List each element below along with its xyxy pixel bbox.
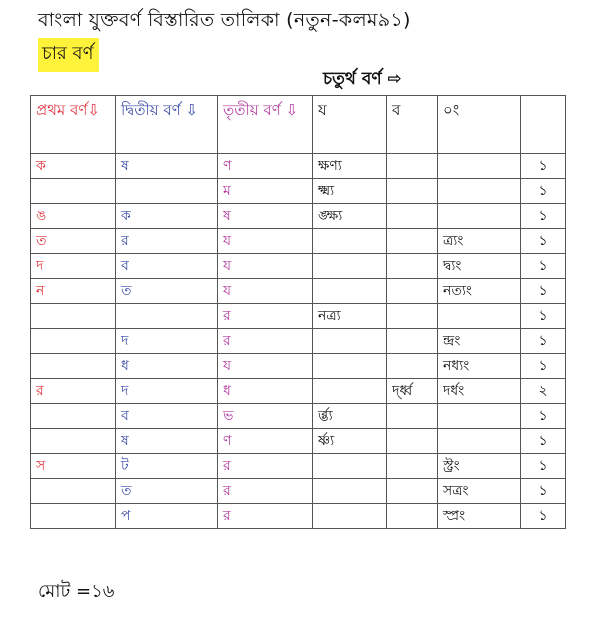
table-row bbox=[31, 304, 566, 329]
ba-cell bbox=[387, 454, 438, 479]
count-cell: ১ bbox=[521, 479, 566, 504]
anusvara-cell: স্ট্রং bbox=[438, 454, 521, 479]
ba-cell bbox=[387, 279, 438, 304]
second-varna-cell: ষ bbox=[116, 154, 218, 179]
table-row bbox=[31, 429, 566, 454]
ba-cell bbox=[387, 254, 438, 279]
third-varna-cell: য bbox=[218, 254, 313, 279]
ya-cell: ঙ্ক্ষ্য bbox=[313, 204, 387, 229]
table-row bbox=[31, 179, 566, 204]
table-row bbox=[31, 379, 566, 404]
anusvara-cell bbox=[438, 154, 521, 179]
table-row bbox=[31, 329, 566, 354]
ya-cell: র্ষ্ণ্য bbox=[313, 429, 387, 454]
count-cell: ১ bbox=[521, 204, 566, 229]
second-varna-cell: দ bbox=[116, 379, 218, 404]
header-anusvara: ০ং bbox=[438, 96, 521, 154]
total-count: মোট =১৬ bbox=[38, 581, 115, 602]
ya-cell bbox=[313, 454, 387, 479]
count-cell: ২ bbox=[521, 379, 566, 404]
first-varna-cell bbox=[31, 179, 116, 204]
conjunct-table bbox=[30, 95, 566, 529]
ba-cell bbox=[387, 229, 438, 254]
ba-cell bbox=[387, 204, 438, 229]
ya-cell bbox=[313, 279, 387, 304]
first-varna-cell: ত bbox=[31, 229, 116, 254]
first-varna-cell: র bbox=[31, 379, 116, 404]
table-row bbox=[31, 404, 566, 429]
fourth-varna-header: চতুর্থ বর্ণ ⇨ bbox=[323, 69, 402, 89]
count-cell: ১ bbox=[521, 154, 566, 179]
count-cell: ১ bbox=[521, 179, 566, 204]
count-cell: ১ bbox=[521, 279, 566, 304]
count-cell: ১ bbox=[521, 229, 566, 254]
first-varna-cell: ঙ bbox=[31, 204, 116, 229]
count-cell: ১ bbox=[521, 429, 566, 454]
anusvara-cell: নধ্যং bbox=[438, 354, 521, 379]
table-row bbox=[31, 154, 566, 179]
third-varna-cell: ণ bbox=[218, 429, 313, 454]
second-varna-cell: ক bbox=[116, 204, 218, 229]
ya-cell bbox=[313, 254, 387, 279]
first-varna-cell bbox=[31, 354, 116, 379]
third-varna-cell: য bbox=[218, 279, 313, 304]
first-varna-cell: দ bbox=[31, 254, 116, 279]
third-varna-cell: ভ bbox=[218, 404, 313, 429]
table-row bbox=[31, 504, 566, 529]
third-varna-cell: ষ bbox=[218, 204, 313, 229]
header-count bbox=[521, 96, 566, 154]
ya-cell bbox=[313, 504, 387, 529]
first-varna-cell: ন bbox=[31, 279, 116, 304]
table-row bbox=[31, 279, 566, 304]
second-varna-cell: ত bbox=[116, 479, 218, 504]
ba-cell bbox=[387, 179, 438, 204]
header-ba: ব bbox=[387, 96, 438, 154]
first-varna-cell bbox=[31, 479, 116, 504]
second-varna-cell: র bbox=[116, 229, 218, 254]
ba-cell bbox=[387, 354, 438, 379]
table-row bbox=[31, 204, 566, 229]
third-varna-cell: র bbox=[218, 479, 313, 504]
second-varna-cell: ষ bbox=[116, 429, 218, 454]
anusvara-cell: দ্ব্যং bbox=[438, 254, 521, 279]
first-varna-cell bbox=[31, 329, 116, 354]
second-varna-cell: ট bbox=[116, 454, 218, 479]
ya-cell bbox=[313, 479, 387, 504]
first-varna-cell bbox=[31, 429, 116, 454]
page-title: বাংলা যুক্তবর্ণ বিস্তারিত তালিকা (নতুন-কলম৯১) bbox=[38, 9, 411, 31]
table-row bbox=[31, 454, 566, 479]
first-varna-cell bbox=[31, 304, 116, 329]
ba-cell bbox=[387, 479, 438, 504]
third-varna-cell: ণ bbox=[218, 154, 313, 179]
anusvara-cell bbox=[438, 179, 521, 204]
count-cell: ১ bbox=[521, 304, 566, 329]
count-cell: ১ bbox=[521, 254, 566, 279]
table-row bbox=[31, 479, 566, 504]
ya-cell: ক্ষণ্য bbox=[313, 154, 387, 179]
anusvara-cell bbox=[438, 429, 521, 454]
ya-cell bbox=[313, 329, 387, 354]
count-cell: ১ bbox=[521, 454, 566, 479]
header-first-varna: প্রথম বর্ণ⇩ bbox=[31, 96, 116, 154]
second-varna-cell: ত bbox=[116, 279, 218, 304]
second-varna-cell bbox=[116, 179, 218, 204]
anusvara-cell: ন্দ্রং bbox=[438, 329, 521, 354]
ba-cell bbox=[387, 404, 438, 429]
third-varna-cell: ম bbox=[218, 179, 313, 204]
ya-cell: নত্র্য bbox=[313, 304, 387, 329]
header-third-varna: তৃতীয় বর্ণ ⇩ bbox=[218, 96, 313, 154]
ba-cell bbox=[387, 154, 438, 179]
anusvara-cell bbox=[438, 304, 521, 329]
count-cell: ১ bbox=[521, 404, 566, 429]
first-varna-cell: ক bbox=[31, 154, 116, 179]
third-varna-cell: য bbox=[218, 354, 313, 379]
count-cell: ১ bbox=[521, 504, 566, 529]
ya-cell: ক্ষ্ম্য bbox=[313, 179, 387, 204]
table-row bbox=[31, 229, 566, 254]
anusvara-cell: স্প্রং bbox=[438, 504, 521, 529]
header-row bbox=[31, 96, 566, 154]
ya-cell bbox=[313, 229, 387, 254]
table-row bbox=[31, 354, 566, 379]
anusvara-cell: সত্রং bbox=[438, 479, 521, 504]
ba-cell bbox=[387, 504, 438, 529]
ba-cell bbox=[387, 429, 438, 454]
anusvara-cell bbox=[438, 204, 521, 229]
third-varna-cell: র bbox=[218, 504, 313, 529]
third-varna-cell: র bbox=[218, 304, 313, 329]
ya-cell bbox=[313, 379, 387, 404]
ba-cell bbox=[387, 304, 438, 329]
count-cell: ১ bbox=[521, 354, 566, 379]
anusvara-cell: নত্যং bbox=[438, 279, 521, 304]
second-varna-cell: ধ bbox=[116, 354, 218, 379]
section-subtitle: চার বর্ণ bbox=[38, 38, 99, 72]
first-varna-cell: স bbox=[31, 454, 116, 479]
second-varna-cell: প bbox=[116, 504, 218, 529]
ba-cell: র্দ্ধ্ব bbox=[387, 379, 438, 404]
second-varna-cell: দ bbox=[116, 329, 218, 354]
third-varna-cell: ধ bbox=[218, 379, 313, 404]
ba-cell bbox=[387, 329, 438, 354]
first-varna-cell bbox=[31, 504, 116, 529]
anusvara-cell: ত্র্যং bbox=[438, 229, 521, 254]
ya-cell bbox=[313, 354, 387, 379]
table-row bbox=[31, 254, 566, 279]
header-ya: য bbox=[313, 96, 387, 154]
anusvara-cell bbox=[438, 404, 521, 429]
second-varna-cell: ব bbox=[116, 404, 218, 429]
third-varna-cell: য bbox=[218, 229, 313, 254]
header-second-varna: দ্বিতীয় বর্ণ ⇩ bbox=[116, 96, 218, 154]
ya-cell: র্ব্ভ্য bbox=[313, 404, 387, 429]
third-varna-cell: র bbox=[218, 454, 313, 479]
second-varna-cell: ব bbox=[116, 254, 218, 279]
second-varna-cell bbox=[116, 304, 218, 329]
third-varna-cell: র bbox=[218, 329, 313, 354]
first-varna-cell bbox=[31, 404, 116, 429]
count-cell: ১ bbox=[521, 329, 566, 354]
anusvara-cell: দর্ধং bbox=[438, 379, 521, 404]
